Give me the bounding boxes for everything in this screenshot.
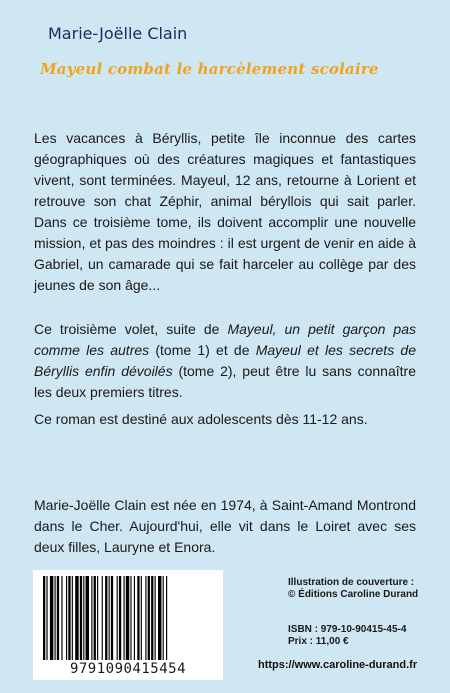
barcode-bar [57, 576, 59, 660]
barcode-bar [102, 576, 103, 660]
barcode-bar [46, 576, 47, 660]
barcode-bar [111, 576, 113, 660]
barcode-bar [126, 576, 129, 660]
author-bio-paragraph: Marie-Joëlle Clain est née en 1974, à Saint-Amand Montrond dans le Cher. Aujourd'hui, elle vit dans le Loiret avec ses deux filles, Lauryne et Enora. [34, 497, 416, 555]
series-text-3: (tome 2), peut être lu sans connaître les deux premiers titres. [34, 363, 416, 400]
barcode-bar [94, 576, 96, 660]
publisher-url[interactable]: https://www.caroline-durand.fr [258, 659, 418, 671]
barcode-box [33, 570, 223, 680]
barcode-bar [163, 576, 164, 660]
barcode-bar [80, 576, 82, 660]
barcode-bar [117, 576, 118, 660]
barcode-icon [41, 576, 215, 660]
barcode-bar [66, 576, 67, 660]
series-paragraph [34, 319, 416, 403]
barcode-bar [137, 576, 139, 660]
illustration-credits [288, 577, 418, 601]
credits-line-2: © Éditions Caroline Durand [288, 589, 419, 600]
barcode-bar [105, 576, 107, 660]
barcode-bar [50, 576, 53, 660]
barcode-bar [119, 576, 121, 660]
author-name: Marie-Joëlle Clain [48, 24, 188, 43]
barcode-bar [86, 576, 89, 660]
tome1-title: Mayeul, un petit garçon pas comme les autres [34, 321, 417, 358]
barcode-bar [130, 576, 131, 660]
barcode-bar [145, 576, 146, 660]
barcode-bar [68, 576, 70, 660]
barcode-bar [72, 576, 73, 660]
price-line: Prix : 11,00 € [288, 636, 349, 647]
barcode-bar [148, 576, 150, 660]
credits-line-1: Illustration de couverture : [288, 577, 415, 588]
barcode-bar [141, 576, 142, 660]
barcode-bar [55, 576, 56, 660]
barcode-bar [97, 576, 98, 660]
tome2-title: Mayeul et les secrets de Béryllis enfin dévoilés [34, 342, 416, 379]
isbn-price [288, 624, 406, 648]
audience-paragraph: Ce roman est destiné aux adolescents dès 11-12 ans. [34, 411, 368, 427]
barcode-number: 9791090415454 [69, 661, 187, 677]
series-text-2: (tome 1) et de [149, 342, 256, 358]
barcode-bar [43, 576, 45, 660]
barcode-bar [134, 576, 135, 660]
barcode-bar [109, 576, 110, 660]
barcode-bar [158, 576, 161, 660]
barcode-bar [61, 576, 62, 660]
book-title: Mayeul combat le harcèlement scolaire [40, 60, 379, 78]
barcode-bar [124, 576, 125, 660]
barcode-bar [83, 576, 84, 660]
barcode-bar [151, 576, 153, 660]
isbn-line: ISBN : 979-10-90415-45-4 [288, 624, 407, 635]
series-text-1: Ce troisième volet, suite de [34, 321, 228, 337]
barcode-bar [166, 576, 167, 660]
synopsis-paragraph: Les vacances à Béryllis, petite île inconnue des cartes géographiques où des créatures magiques et fantastiques vivent, sont terminées. Mayeul, 12 ans, retourne à Lorient et retrouve son chat Zéphir, animal béryllois qui sait parler. Dans ce troisième tome, ils doivent accomplir une nouvelle mission, et pas des moindres : il est urgent de venir en aide à Gabriel, un camarade qui se fait harceler au collège par des jeunes de son âge... [34, 130, 416, 293]
barcode-bar [91, 576, 92, 660]
barcode-bar [155, 576, 156, 660]
barcode-bar [75, 576, 78, 660]
